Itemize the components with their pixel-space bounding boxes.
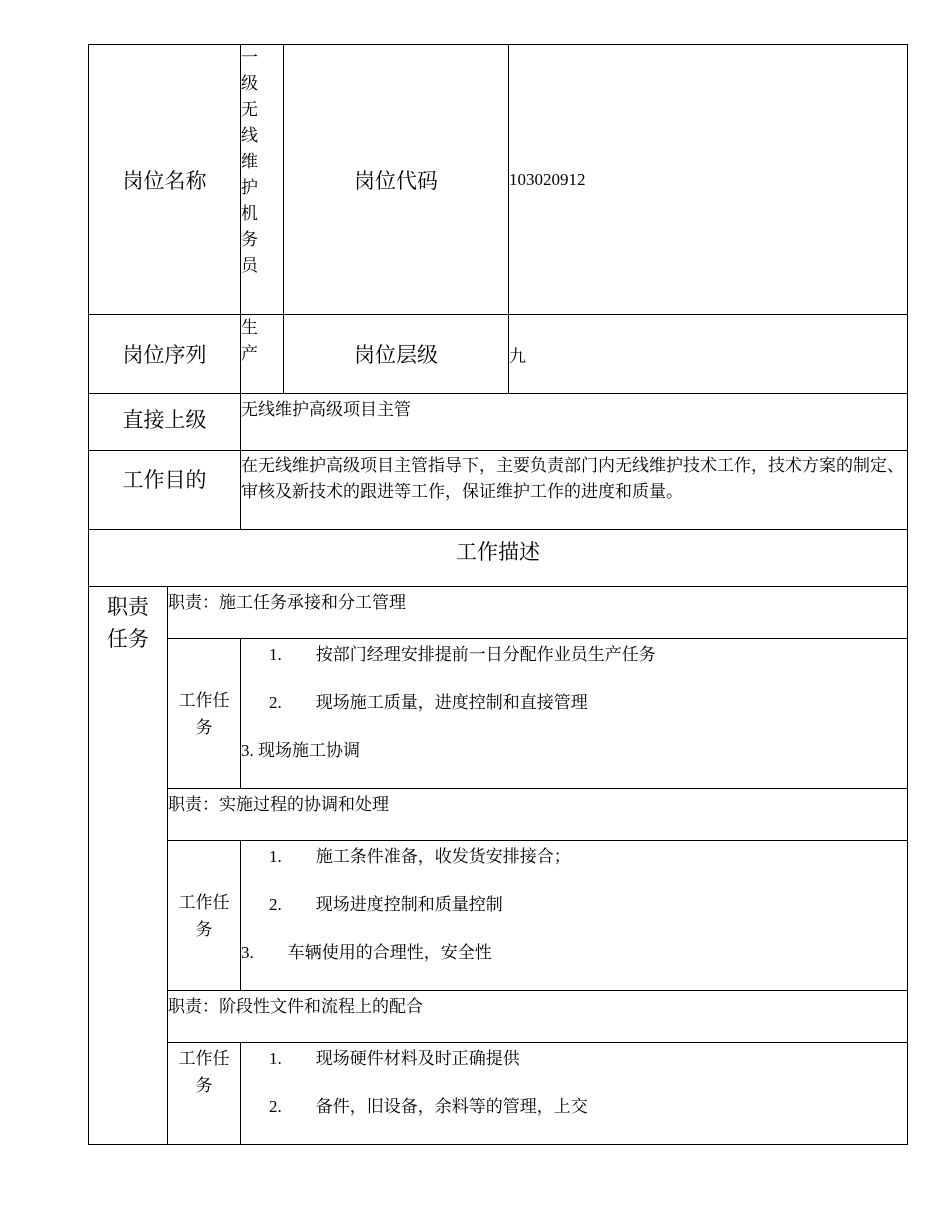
post-code-value: 103020912 [509, 45, 908, 315]
task-item: 1. 施工条件准备，收发货安排接合； [269, 847, 571, 866]
task-item: 2. 备件，旧设备，余料等的管理，上交 [269, 1097, 588, 1116]
supervisor-label: 直接上级 [89, 394, 241, 451]
task-item: 2. 现场进度控制和质量控制 [269, 895, 503, 914]
task-item: 3. 车辆使用的合理性，安全性 [241, 943, 492, 962]
task-list [241, 1043, 908, 1145]
task-item: 1. 现场硬件材料及时正确提供 [269, 1049, 520, 1068]
post-level-value: 九 [509, 315, 908, 394]
task-item: 1. 按部门经理安排提前一日分配作业员生产任务 [269, 645, 656, 664]
task-label: 工作任务 [168, 1043, 241, 1145]
task-item: 3. 现场施工协调 [241, 741, 360, 760]
responsibility-label: 职责任务 [89, 587, 168, 1145]
job-description-table [88, 44, 908, 1145]
duty-title: 职责：施工任务承接和分工管理 [168, 587, 908, 639]
purpose-label: 工作目的 [89, 451, 241, 530]
task-label: 工作任务 [168, 841, 241, 991]
post-name-value: 一级无线维护机务员 [241, 45, 284, 315]
post-series-value: 生产 [241, 315, 284, 394]
post-series-label: 岗位序列 [89, 315, 241, 394]
post-name-label: 岗位名称 [89, 45, 241, 315]
duty-title: 职责：阶段性文件和流程上的配合 [168, 991, 908, 1043]
task-list [241, 639, 908, 789]
task-item: 2. 现场施工质量，进度控制和直接管理 [269, 693, 588, 712]
task-label: 工作任务 [168, 639, 241, 789]
task-list [241, 841, 908, 991]
post-level-label: 岗位层级 [284, 315, 509, 394]
post-code-label: 岗位代码 [284, 45, 509, 315]
supervisor-value: 无线维护高级项目主管 [241, 394, 908, 451]
section-title: 工作描述 [89, 530, 908, 587]
duty-title: 职责：实施过程的协调和处理 [168, 789, 908, 841]
purpose-value: 在无线维护高级项目主管指导下，主要负责部门内无线维护技术工作，技术方案的制定、审核及新技术的跟进等工作，保证维护工作的进度和质量。 [241, 451, 908, 530]
